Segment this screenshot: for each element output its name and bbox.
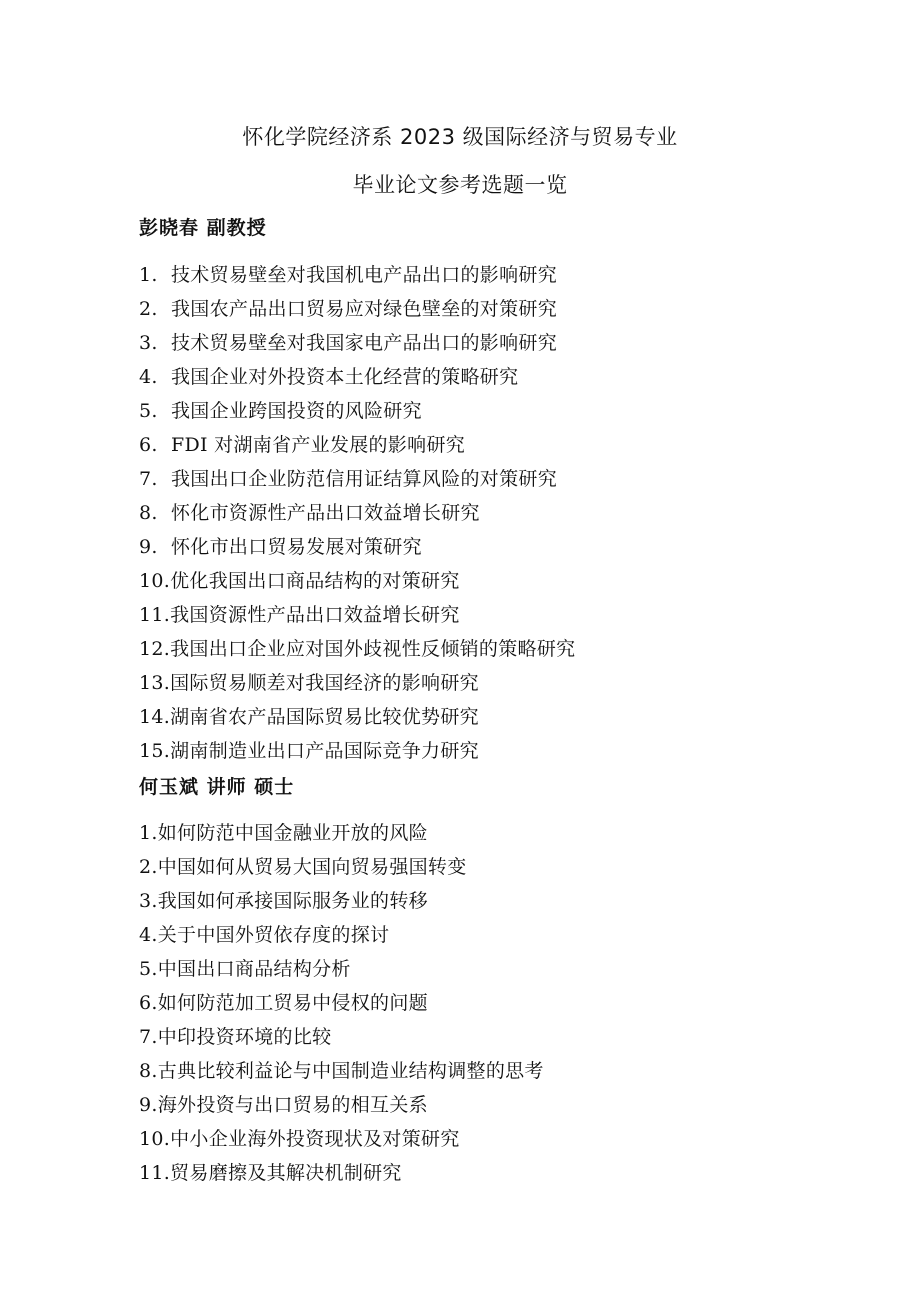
topic-number: 10. — [139, 570, 171, 592]
topic-number: 9. — [139, 536, 158, 558]
topic-text: 中印投资环境的比较 — [157, 1026, 332, 1048]
topic-text: 国际贸易顺差对我国经济的影响研究 — [170, 672, 479, 694]
topic-text: 我国出口企业应对国外歧视性反倾销的策略研究 — [170, 638, 576, 660]
topic-item — [139, 816, 839, 850]
topic-item — [139, 1020, 839, 1054]
topic-text: 中国出口商品结构分析 — [157, 958, 351, 980]
topic-number: 11. — [139, 604, 171, 626]
topic-text: 中国如何从贸易大国向贸易强国转变 — [157, 856, 467, 878]
topic-text: 如何防范中国金融业开放的风险 — [157, 822, 428, 844]
topic-item — [139, 1122, 839, 1156]
topic-item — [139, 292, 839, 326]
topic-text: 古典比较利益论与中国制造业结构调整的思考 — [157, 1060, 544, 1082]
topic-number: 4. — [139, 924, 158, 946]
topic-item — [139, 700, 839, 734]
topic-number: 2. — [139, 856, 158, 878]
topic-text: 我国如何承接国际服务业的转移 — [157, 890, 428, 912]
topic-number: 4. — [139, 366, 158, 388]
topic-number: 12. — [139, 638, 171, 660]
topic-text: 我国企业跨国投资的风险研究 — [171, 400, 422, 422]
topic-text: 湖南省农产品国际贸易比较优势研究 — [170, 706, 479, 728]
topic-item — [139, 666, 839, 700]
topic-item — [139, 734, 839, 768]
topic-text: 贸易磨擦及其解决机制研究 — [170, 1162, 402, 1184]
topic-number: 1. — [139, 264, 158, 286]
topic-text: 我国出口企业防范信用证结算风险的对策研究 — [171, 468, 558, 490]
topic-item — [139, 360, 839, 394]
topic-number: 8. — [139, 502, 158, 524]
topic-text: 我国资源性产品出口效益增长研究 — [170, 604, 460, 626]
topic-number: 5. — [139, 400, 158, 422]
topic-text: 技术贸易壁垒对我国家电产品出口的影响研究 — [171, 332, 558, 354]
section-header-he: 何玉斌 讲师 硕士 — [139, 776, 295, 798]
topic-item — [139, 394, 839, 428]
topic-number: 5. — [139, 958, 158, 980]
topic-text: 技术贸易壁垒对我国机电产品出口的影响研究 — [171, 264, 558, 286]
section-header-peng: 彭晓春 副教授 — [139, 217, 267, 239]
topic-item — [139, 850, 839, 884]
topic-item — [139, 258, 839, 292]
topic-item — [139, 1156, 839, 1190]
topic-item — [139, 564, 839, 598]
topic-text: 中小企业海外投资现状及对策研究 — [170, 1128, 460, 1150]
topic-text: 海外投资与出口贸易的相互关系 — [157, 1094, 428, 1116]
topic-item — [139, 530, 839, 564]
topic-item — [139, 496, 839, 530]
topic-list-he — [139, 816, 839, 1190]
topic-number: 14. — [139, 706, 171, 728]
topic-item — [139, 884, 839, 918]
topic-item — [139, 428, 839, 462]
topic-number: 3. — [139, 332, 158, 354]
topic-number: 13. — [139, 672, 171, 694]
topic-number: 6. — [139, 992, 158, 1014]
topic-item — [139, 1088, 839, 1122]
topic-text: 优化我国出口商品结构的对策研究 — [170, 570, 460, 592]
topic-text: FDI 对湖南省产业发展的影响研究 — [171, 434, 466, 456]
topic-item — [139, 986, 839, 1020]
topic-text: 如何防范加工贸易中侵权的问题 — [157, 992, 428, 1014]
document-title: 怀化学院经济系 2023 级国际经济与贸易专业 — [242, 125, 678, 149]
topic-item — [139, 326, 839, 360]
topic-text: 关于中国外贸依存度的探讨 — [157, 924, 390, 946]
topic-text: 湖南制造业出口产品国际竞争力研究 — [170, 740, 479, 762]
topic-number: 7. — [139, 468, 158, 490]
topic-number: 9. — [139, 1094, 158, 1116]
document-subtitle: 毕业论文参考选题一览 — [352, 173, 568, 197]
topic-text: 怀化市资源性产品出口效益增长研究 — [171, 502, 480, 524]
topic-number: 10. — [139, 1128, 171, 1150]
topic-item — [139, 952, 839, 986]
topic-number: 8. — [139, 1060, 158, 1082]
topic-number: 15. — [139, 740, 171, 762]
topic-text: 怀化市出口贸易发展对策研究 — [171, 536, 422, 558]
topic-number: 6. — [139, 434, 158, 456]
topic-number: 11. — [139, 1162, 171, 1184]
topic-item — [139, 632, 839, 666]
topic-item — [139, 598, 839, 632]
topic-text: 我国企业对外投资本土化经营的策略研究 — [171, 366, 519, 388]
topic-text: 我国农产品出口贸易应对绿色壁垒的对策研究 — [171, 298, 558, 320]
topic-number: 7. — [139, 1026, 158, 1048]
topic-list-peng — [139, 258, 839, 768]
topic-number: 1. — [139, 822, 158, 844]
topic-number: 3. — [139, 890, 158, 912]
topic-item — [139, 918, 839, 952]
topic-number: 2. — [139, 298, 158, 320]
topic-item — [139, 1054, 839, 1088]
topic-item — [139, 462, 839, 496]
